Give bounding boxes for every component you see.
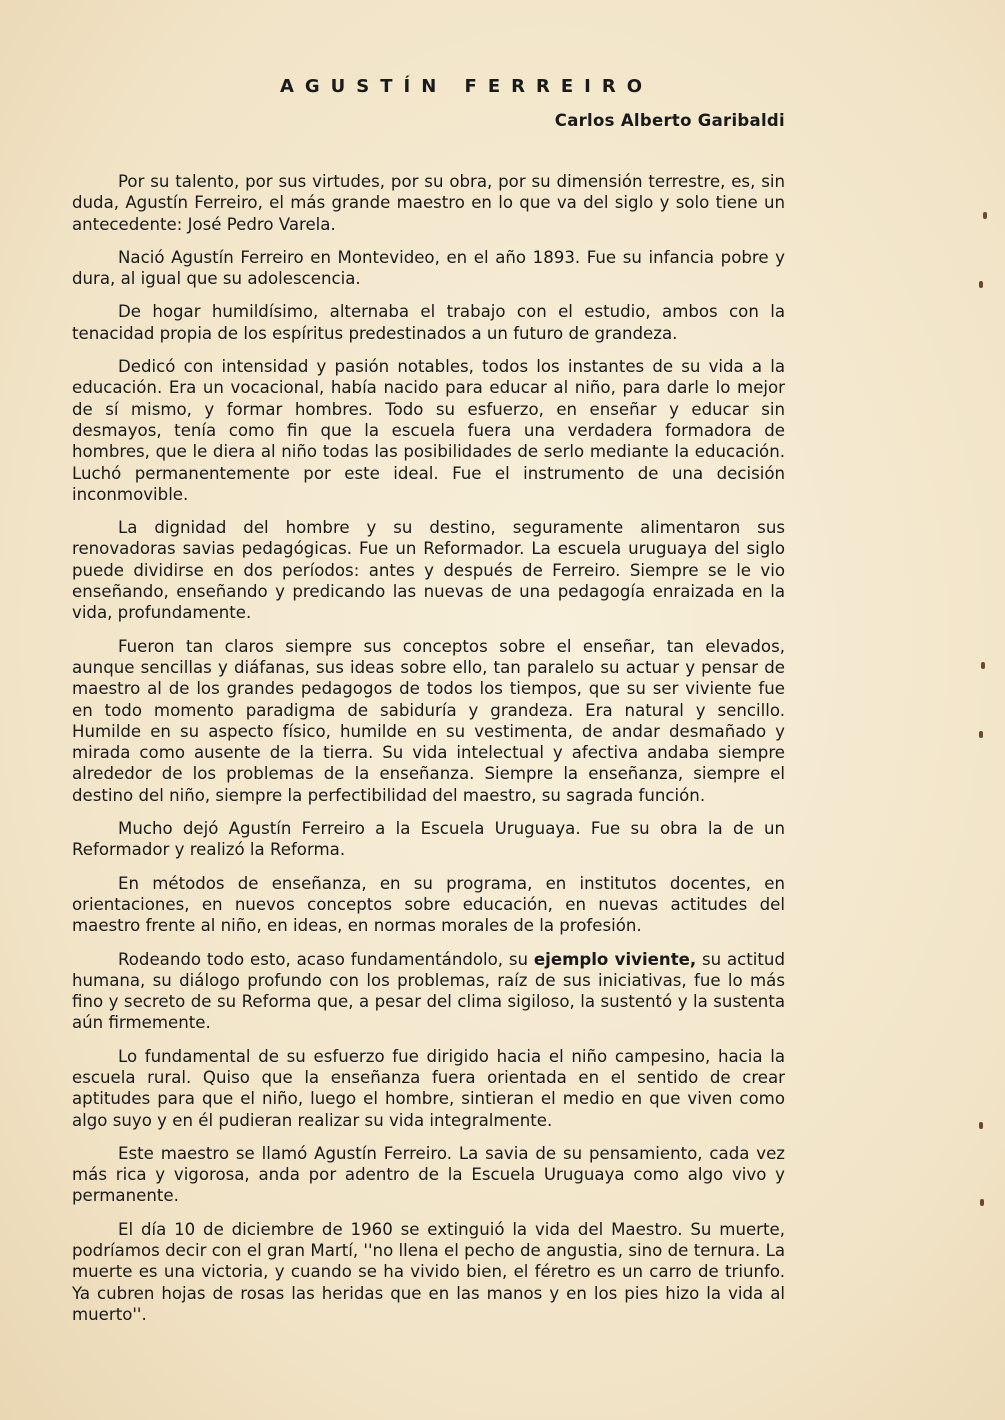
paragraph-11: Este maestro se llamó Agustín Ferreiro. La savia de su pensamiento, cada vez más rica y vigorosa, anda por adentro de la Escuela Uruguaya como algo vivo y permanente.	[72, 1143, 785, 1206]
margin-speck	[979, 1122, 983, 1129]
margin-speck	[979, 731, 983, 738]
margin-speck	[981, 662, 985, 669]
paragraph-9-start: Rodeando todo esto, acaso fundamentándolo, su	[118, 949, 534, 969]
paragraph-9-emphasis: ejemplo viviente,	[533, 949, 697, 969]
paragraph-9-end: su actitud humana, su diálogo profundo con los problemas, raíz de sus iniciativas, fue lo más fino y secreto de su Reforma que, a pesar del clima sigiloso, la sustentó y la sustenta aún firmemente.	[72, 949, 785, 1033]
paragraph-10: Lo fundamental de su esfuerzo fue dirigido hacia el niño campesino, hacia la escuela rural. Quiso que la enseñanza fuera orientada en el sentido de crear aptitudes para que el niño, luego el hombre, sintieran el medio en que viven como algo suyo y en él pudieran realizar su vida integralmente.	[72, 1046, 785, 1130]
paragraph-7: Mucho dejó Agustín Ferreiro a la Escuela Uruguaya. Fue su obra la de un Reformador y realizó la Reforma.	[72, 819, 785, 860]
paragraph-1: Por su talento, por sus virtudes, por su obra, por su dimensión terrestre, es, sin duda, Agustín Ferreiro, el más grande maestro en lo que va del siglo y solo tiene un antecedente: José Pedro Varela.	[72, 172, 785, 234]
article-author: Carlos Alberto Garibaldi	[554, 111, 785, 130]
paragraph-8: En métodos de enseñanza, en su programa, en institutos docentes, en orientaciones, en nuevos conceptos sobre educación, en nuevas actitudes del maestro frente al niño, en ideas, en normas morales de la profesión.	[72, 873, 785, 936]
paragraph-4: Dedicó con intensidad y pasión notables, todos los instantes de su vida a la educación. Era un vocacional, había nacido para educar al niño, para darle lo mejor de sí mismo, y formar hombres. Todo su esfuerzo, en enseñar y educar sin desmayos, tenía como fin que la escuela fuera una verdadera formadora de hombres, que le diera al niño todas las posibilidades de serlo mediante la educación. Luchó permanentemente por este ideal. Fue el instrumento de una decisión inconmovible.	[72, 357, 785, 504]
paragraph-3: De hogar humildísimo, alternaba el trabajo con el estudio, ambos con la tenacidad propia de los espíritus predestinados a un futuro de grandeza.	[72, 302, 785, 343]
paragraph-2: Nació Agustín Ferreiro en Montevideo, en el año 1893. Fue su infancia pobre y dura, al igual que su adolescencia.	[72, 247, 785, 289]
margin-speck	[979, 281, 983, 288]
margin-speck	[980, 1199, 984, 1206]
margin-speck	[983, 212, 987, 219]
paragraph-5: La dignidad del hombre y su destino, seguramente alimentaron sus renovadoras savias pedagógicas. Fue un Reformador. La escuela uruguaya del siglo puede dividirse en dos períodos: antes y después de Ferreiro. Siempre se le vio enseñando, enseñando y predicando las nuevas de una pedagogía enraizada en la vida, profundamente.	[72, 518, 785, 623]
article-body	[72, 171, 785, 1337]
paragraph-12: El día 10 de diciembre de 1960 se extinguió la vida del Maestro. Su muerte, podríamos decir con el gran Martí, ''no llena el pecho de angustia, sino de ternura. La muerte es una victoria, y cuando se ha vivido bien, el féretro es un carro de triunfo. Ya cubren hojas de rosas las heridas que en las manos y en los pies hizo la vida al muerto''.	[72, 1219, 785, 1324]
paragraph-6: Fueron tan claros siempre sus conceptos sobre el enseñar, tan elevados, aunque sencillas y diáfanas, sus ideas sobre ello, tan paralelo su actuar y pensar de maestro al de los grandes pedagogos de todos los tiempos, que su ser viviente fue en todo momento paradigma de sabiduría y grandeza. Era natural y sencillo. Humilde en su aspecto físico, humilde en su vestimenta, de andar desmañado y mirada como ausente de la tierra. Su vida intelectual y afectiva andaba siempre alrededor de los problemas de la enseñanza. Siempre la enseñanza, siempre el destino del niño, siempre la perfectibilidad del maestro, su sagrada función.	[72, 636, 785, 805]
paragraph-9	[72, 949, 785, 1034]
article-title: AGUSTÍN FERREIRO	[279, 76, 654, 97]
